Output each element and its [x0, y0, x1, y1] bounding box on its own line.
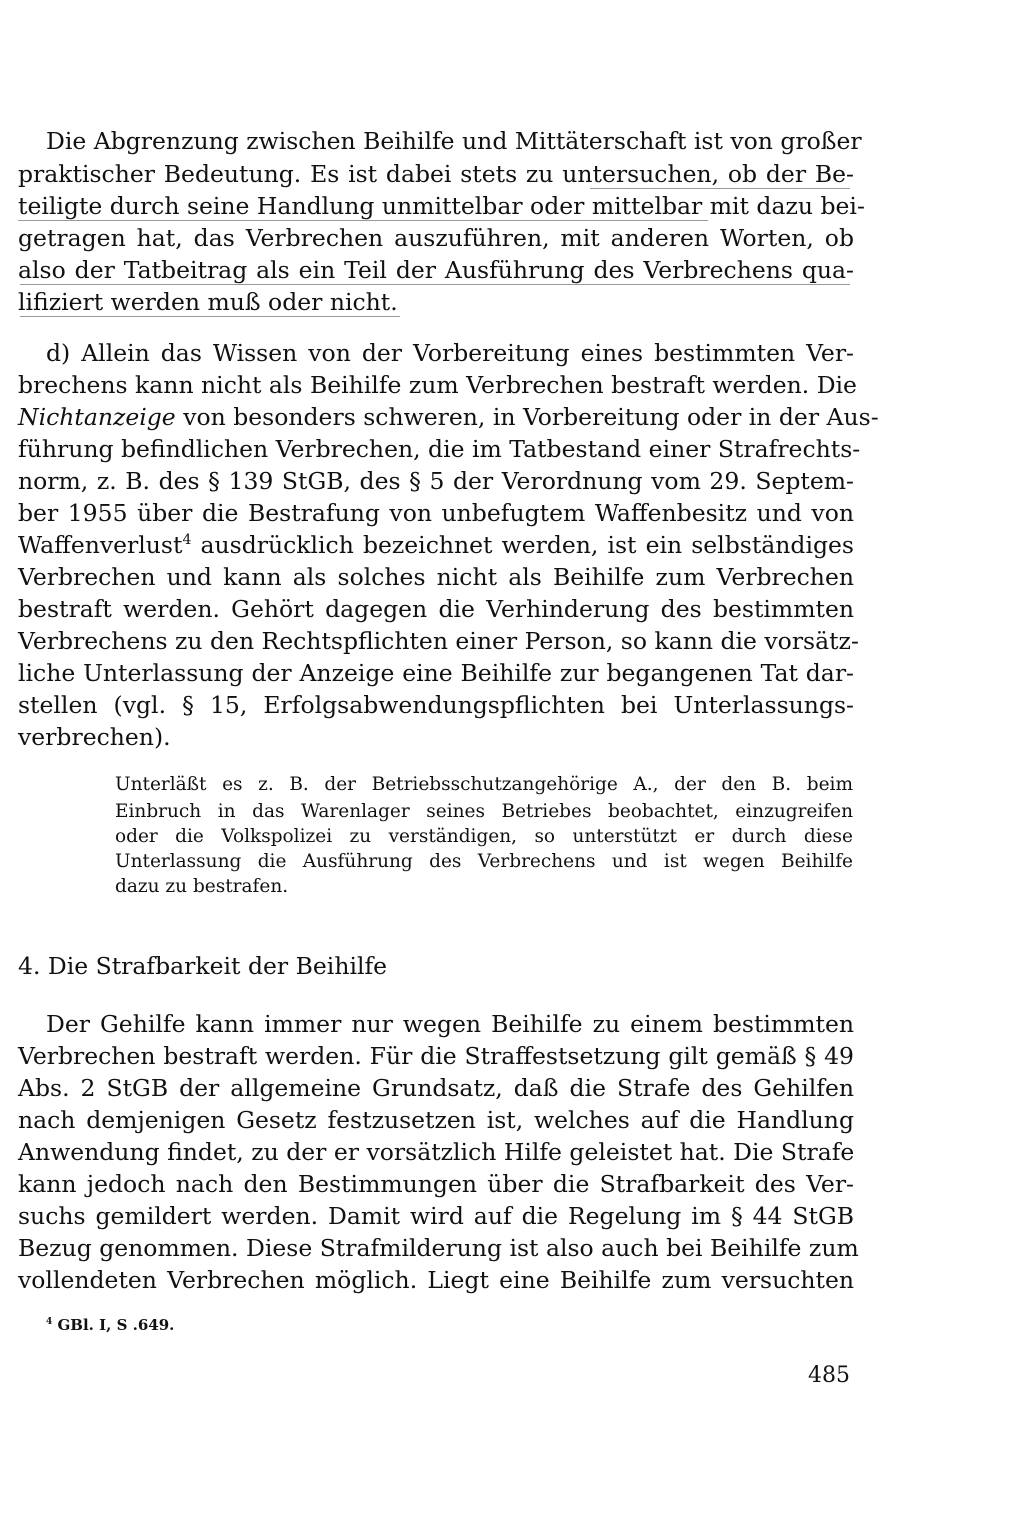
paragraph-2-line-3: [18, 403, 879, 431]
paragraph-3-line-2: Verbrechen bestraft werden. Für die Straffestsetzung gilt gemäß § 49: [18, 1042, 854, 1070]
paragraph-2-line-7-a: Waffenverlust: [18, 531, 183, 559]
paragraph-1-line-5: also der Tatbeitrag als ein Teil der Ausführung des Verbrechens qua-: [18, 256, 854, 284]
pencil-underline: [590, 188, 850, 189]
section-heading: 4. Die Strafbarkeit der Beihilfe: [18, 952, 388, 980]
paragraph-2-line-11: liche Unterlassung der Anzeige eine Beihilfe zur begangenen Tat dar-: [18, 659, 854, 687]
paragraph-2-line-1: d) Allein das Wissen von der Vorbereitung eines bestimmten Ver-: [46, 339, 854, 367]
paragraph-2-line-7-b: ausdrücklich bezeichnet werden, ist ein selbständiges: [191, 531, 854, 559]
paragraph-3-line-9: vollendeten Verbrechen möglich. Liegt eine Beihilfe zum versuchten: [18, 1266, 854, 1294]
paragraph-2-line-9: bestraft werden. Gehört dagegen die Verhinderung des bestimmten: [18, 595, 854, 623]
paragraph-3-line-8: Bezug genommen. Diese Strafmilderung ist also auch bei Beihilfe zum: [18, 1234, 859, 1262]
example-line-3: oder die Volkspolizei zu verständigen, so unterstützt er durch diese: [115, 826, 853, 847]
paragraph-1-line-3: teiligte durch seine Handlung unmittelbar oder mittelbar mit dazu bei-: [18, 192, 865, 220]
paragraph-1-line-6: lifiziert werden muß oder nicht.: [18, 288, 398, 316]
paragraph-2-line-8: Verbrechen und kann als solches nicht als Beihilfe zum Verbrechen: [18, 563, 854, 591]
footnote-marker: 4: [46, 1317, 53, 1327]
paragraph-2-line-5: norm, z. B. des § 139 StGB, des § 5 der Verordnung vom 29. Septem-: [18, 467, 854, 495]
pencil-underline: [20, 316, 400, 317]
paragraph-1-line-1: Die Abgrenzung zwischen Beihilfe und Mittäterschaft ist von großer: [46, 127, 862, 155]
paragraph-3-line-7: suchs gemildert werden. Damit wird auf die Regelung im § 44 StGB: [18, 1202, 854, 1230]
paragraph-3-line-4: nach demjenigen Gesetz festzusetzen ist, welches auf die Handlung: [18, 1106, 854, 1134]
paragraph-2-line-4: führung befindlichen Verbrechen, die im Tatbestand einer Strafrechts-: [18, 435, 861, 463]
pencil-underline: [20, 284, 850, 285]
paragraph-2-line-3-rest: von besonders schweren, in Vorbereitung oder in der Aus-: [175, 403, 879, 431]
pencil-underline: [18, 220, 708, 221]
paragraph-2-line-13: verbrechen).: [18, 723, 171, 751]
paragraph-2-line-2: brechens kann nicht als Beihilfe zum Verbrechen bestraft werden. Die: [18, 371, 857, 399]
emphasis-nichtanzeige: Nichtanzeige: [18, 403, 176, 431]
paragraph-2-line-12: stellen (vgl. § 15, Erfolgsabwendungspflichten bei Unterlassungs-: [18, 691, 854, 719]
example-line-1: Unterläßt es z. B. der Betriebsschutzangehörige A., der den B. beim: [115, 774, 853, 795]
paragraph-1-line-2: praktischer Bedeutung. Es ist dabei stets zu untersuchen, ob der Be-: [18, 160, 854, 188]
example-line-2: Einbruch in das Warenlager seines Betriebes beobachtet, einzugreifen: [115, 801, 853, 822]
paragraph-3-line-5: Anwendung findet, zu der er vorsätzlich Hilfe geleistet hat. Die Strafe: [18, 1138, 855, 1166]
paragraph-1-line-4: getragen hat, das Verbrechen auszuführen, mit anderen Worten, ob: [18, 224, 854, 252]
paragraph-2-line-7: [18, 531, 854, 559]
example-line-5: dazu zu bestrafen.: [115, 876, 289, 897]
footnote: [46, 1318, 174, 1333]
example-line-4: Unterlassung die Ausführung des Verbrechens und ist wegen Beihilfe: [115, 851, 853, 872]
paragraph-2-line-10: Verbrechens zu den Rechtspflichten einer Person, so kann die vorsätz-: [18, 627, 859, 655]
footnote-text: GBl. I, S .649.: [52, 1316, 175, 1334]
page-number: 485: [808, 1363, 850, 1388]
footnote-reference: 4: [182, 532, 192, 549]
paragraph-3-line-1: Der Gehilfe kann immer nur wegen Beihilfe zu einem bestimmten: [46, 1010, 854, 1038]
paragraph-3-line-3: Abs. 2 StGB der allgemeine Grundsatz, daß die Strafe des Gehilfen: [18, 1074, 854, 1102]
paragraph-3-line-6: kann jedoch nach den Bestimmungen über die Strafbarkeit des Ver-: [18, 1170, 854, 1198]
paragraph-2-line-6: ber 1955 über die Bestrafung von unbefugtem Waffenbesitz und von: [18, 499, 854, 527]
